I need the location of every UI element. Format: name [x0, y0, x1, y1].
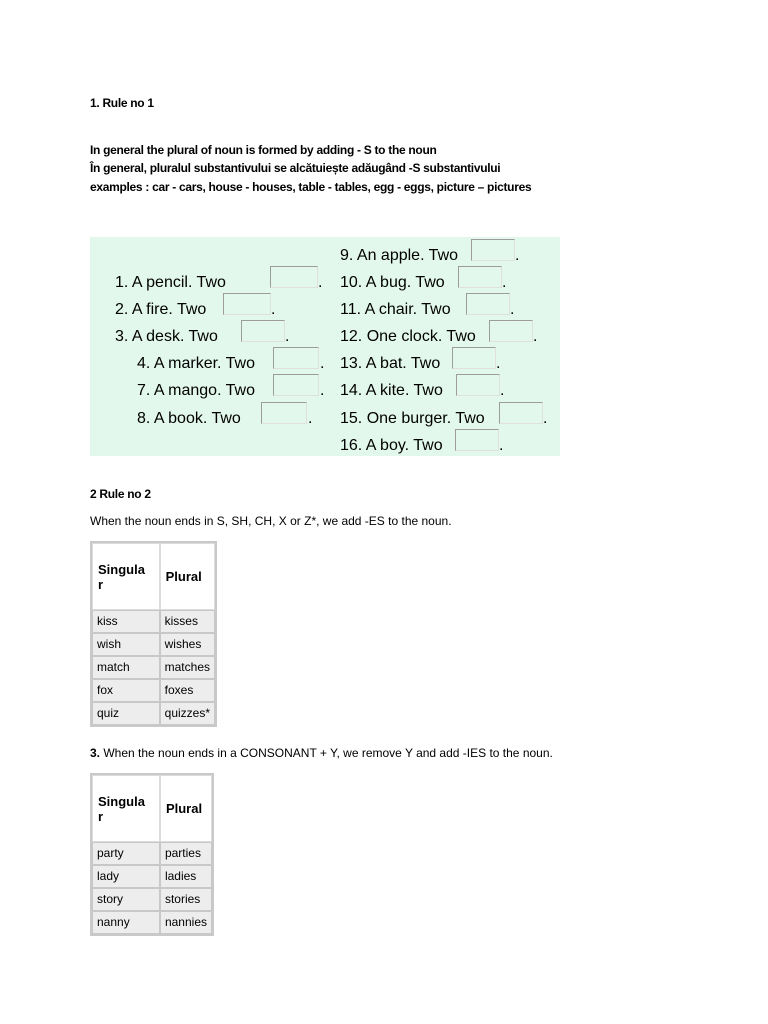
table-row — [92, 911, 212, 934]
exercise-item — [137, 354, 325, 374]
cell-plural: foxes — [160, 679, 215, 702]
answer-box[interactable] — [270, 266, 318, 288]
rule3-number: 3. — [90, 746, 101, 760]
rule2-text: When the noun ends in S, SH, CH, X or Z*, we add -ES to the noun. — [90, 514, 452, 528]
table-row — [92, 656, 215, 679]
cell-singular: nanny — [92, 911, 160, 934]
answer-box[interactable] — [273, 374, 319, 396]
rule1-heading: 1. Rule no 1 — [90, 96, 154, 110]
table-row — [92, 679, 215, 702]
cell-plural: stories — [160, 888, 212, 911]
header-singular-line2: r — [98, 576, 104, 592]
answer-box[interactable] — [223, 293, 271, 315]
rule3-description: When the noun ends in a CONSONANT + Y, we remove Y and add -IES to the noun. — [100, 746, 553, 760]
period: . — [533, 328, 538, 345]
exercise-label: 3. A desk. Two — [115, 328, 218, 345]
period: . — [502, 274, 507, 291]
table-header-plural: Plural — [160, 543, 215, 610]
exercise-label: 1. A pencil. Two — [115, 274, 226, 291]
answer-box[interactable] — [455, 429, 499, 451]
exercise-label: 13. A bat. Two — [340, 355, 441, 372]
exercise-label: 9. An apple. Two — [340, 247, 459, 264]
exercise-item — [137, 409, 313, 429]
cell-singular: kiss — [92, 610, 160, 633]
exercise-item — [340, 409, 548, 429]
cell-plural: wishes — [160, 633, 215, 656]
exercise-item — [340, 246, 520, 266]
exercise-item — [340, 354, 501, 374]
header-singular-line1: Singula — [98, 793, 145, 809]
period: . — [320, 382, 325, 399]
period: . — [271, 301, 276, 318]
exercise-item — [340, 327, 538, 347]
table-row — [92, 610, 215, 633]
exercise-label: 15. One burger. Two — [340, 410, 485, 427]
exercise-item — [115, 327, 290, 347]
exercise-item — [115, 273, 323, 293]
period: . — [515, 247, 520, 264]
answer-box[interactable] — [241, 320, 285, 342]
answer-box[interactable] — [261, 402, 307, 424]
table-row — [92, 865, 212, 888]
cell-singular: fox — [92, 679, 160, 702]
answer-box[interactable] — [456, 374, 500, 396]
exercise-label: 10. A bug. Two — [340, 274, 445, 291]
period: . — [308, 410, 313, 427]
rule2-heading: 2 Rule no 2 — [90, 487, 151, 501]
answer-box[interactable] — [499, 402, 543, 424]
exercise-item — [340, 273, 507, 293]
rule3-text — [90, 746, 553, 760]
rule1-english-text: In general the plural of noun is formed by adding - S to the noun — [90, 143, 437, 157]
table-row — [92, 702, 215, 725]
rule3-table — [90, 773, 214, 936]
cell-singular: match — [92, 656, 160, 679]
answer-box[interactable] — [452, 347, 496, 369]
cell-plural: quizzes* — [160, 702, 215, 725]
exercise-label: 7. A mango. Two — [137, 382, 256, 399]
rule1-romanian-text: În general, pluralul substantivului se alcătuiește adăugând -S substantivului — [90, 161, 501, 175]
exercise-panel — [90, 237, 560, 456]
period: . — [496, 355, 501, 372]
period: . — [318, 274, 323, 291]
cell-plural: matches — [160, 656, 215, 679]
period: . — [543, 410, 548, 427]
period: . — [499, 437, 504, 454]
cell-singular: story — [92, 888, 160, 911]
rule2-table — [90, 541, 217, 727]
cell-singular: party — [92, 842, 160, 865]
cell-singular: wish — [92, 633, 160, 656]
period: . — [320, 355, 325, 372]
answer-box[interactable] — [458, 266, 502, 288]
header-singular-line1: Singula — [98, 561, 145, 577]
exercise-label: 16. A boy. Two — [340, 437, 443, 454]
exercise-label: 4. A marker. Two — [137, 355, 255, 372]
table-row — [92, 842, 212, 865]
exercise-item — [340, 381, 505, 401]
exercise-label: 8. A book. Two — [137, 410, 241, 427]
cell-plural: kisses — [160, 610, 215, 633]
exercise-label: 11. A chair. Two — [340, 301, 451, 318]
cell-plural: parties — [160, 842, 212, 865]
rule1-examples: examples : car - cars, house - houses, table - tables, egg - eggs, picture – pictures — [90, 180, 532, 194]
exercise-label: 2. A fire. Two — [115, 301, 207, 318]
period: . — [285, 328, 290, 345]
cell-singular: lady — [92, 865, 160, 888]
answer-box[interactable] — [273, 347, 319, 369]
exercise-label: 12. One clock. Two — [340, 328, 476, 345]
cell-plural: nannies — [160, 911, 212, 934]
table-header-singular — [92, 775, 160, 842]
answer-box[interactable] — [489, 320, 533, 342]
exercise-item — [137, 381, 325, 401]
cell-singular: quiz — [92, 702, 160, 725]
table-header-singular — [92, 543, 160, 610]
exercise-item — [340, 300, 515, 320]
period: . — [500, 382, 505, 399]
exercise-item — [115, 300, 276, 320]
answer-box[interactable] — [466, 293, 510, 315]
table-row — [92, 633, 215, 656]
exercise-item — [340, 436, 504, 456]
table-header-plural: Plural — [160, 775, 212, 842]
period: . — [510, 301, 515, 318]
table-row — [92, 888, 212, 911]
exercise-label: 14. A kite. Two — [340, 382, 443, 399]
header-singular-line2: r — [98, 808, 104, 824]
cell-plural: ladies — [160, 865, 212, 888]
answer-box[interactable] — [471, 239, 515, 261]
